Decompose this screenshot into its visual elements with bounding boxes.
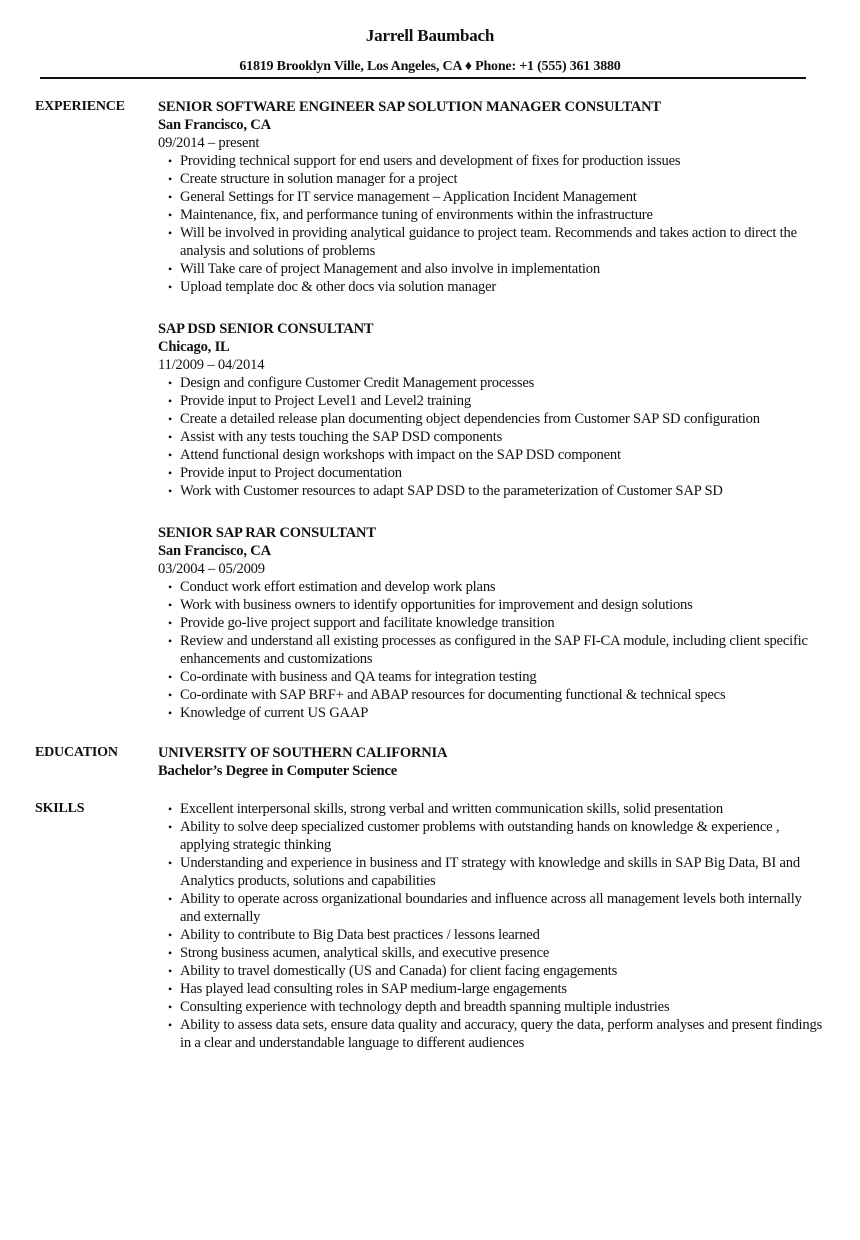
job-dates: 03/2004 – 05/2009	[158, 561, 265, 577]
contact-line: 61819 Brooklyn Ville, Los Angeles, CA ♦ Phone: +1 (555) 361 3880	[239, 59, 621, 74]
skill-item: • Has played lead consulting roles in SAP medium-large engagements	[180, 980, 825, 998]
bullet-item: • Providing technical support for end users and development of fixes for production issues	[180, 152, 825, 170]
skill-item: • Strong business acumen, analytical skills, and executive presence	[180, 944, 825, 962]
education-section	[35, 744, 825, 780]
job-bullets	[158, 152, 825, 296]
bullet-item: • Will Take care of project Management and also involve in implementation	[180, 260, 825, 278]
skill-item: • Ability to travel domestically (US and Canada) for client facing engagements	[180, 962, 825, 980]
skills-list	[158, 800, 825, 1052]
job-entry	[158, 320, 825, 500]
bullet-item: • Provide input to Project Level1 and Level2 training	[180, 392, 825, 410]
jobs-list	[158, 98, 825, 722]
job-entry	[158, 98, 825, 296]
school-name: UNIVERSITY OF SOUTHERN CALIFORNIA	[158, 745, 448, 761]
bullet-item: • Will be involved in providing analytical guidance to project team. Recommends and takes action to direct the analysis and solutions of problems	[180, 224, 825, 260]
bullet-item: • Design and configure Customer Credit Management processes	[180, 374, 825, 392]
skill-item: • Ability to solve deep specialized customer problems with outstanding hands on knowledge & experience , applying strategic thinking	[180, 818, 825, 854]
job-bullets	[158, 578, 825, 722]
bullet-item: • Maintenance, fix, and performance tuning of environments within the infrastructure	[180, 206, 825, 224]
bullet-item: • General Settings for IT service management – Application Incident Management	[180, 188, 825, 206]
skill-item: • Excellent interpersonal skills, strong verbal and written communication skills, solid presentation	[180, 800, 825, 818]
skill-item: • Ability to assess data sets, ensure data quality and accuracy, query the data, perform analyses and present findings in a clear and understandable language to different audiences	[180, 1016, 825, 1052]
section-label: SKILLS	[35, 801, 85, 816]
section-label: EXPERIENCE	[35, 99, 125, 114]
job-entry	[158, 524, 825, 722]
header-divider	[40, 77, 806, 79]
skill-item: • Consulting experience with technology depth and breadth spanning multiple industries	[180, 998, 825, 1016]
bullet-item: • Assist with any tests touching the SAP DSD components	[180, 428, 825, 446]
bullet-item: • Upload template doc & other docs via solution manager	[180, 278, 825, 296]
job-title: SENIOR SAP RAR CONSULTANT	[158, 525, 376, 541]
bullet-item: • Conduct work effort estimation and develop work plans	[180, 578, 825, 596]
bullet-item: • Work with Customer resources to adapt SAP DSD to the parameterization of Customer SAP SD	[180, 482, 825, 500]
experience-section	[35, 98, 825, 746]
job-location: Chicago, IL	[158, 339, 230, 355]
skill-item: • Ability to operate across organizational boundaries and influence across all management levels both internally and externally	[180, 890, 825, 926]
bullet-item: • Create structure in solution manager for a project	[180, 170, 825, 188]
degree: Bachelor’s Degree in Computer Science	[158, 763, 398, 779]
job-bullets	[158, 374, 825, 500]
bullet-item: • Attend functional design workshops with impact on the SAP DSD component	[180, 446, 825, 464]
bullet-item: • Co-ordinate with business and QA teams for integration testing	[180, 668, 825, 686]
bullet-item: • Provide input to Project documentation	[180, 464, 825, 482]
skills-section	[35, 800, 825, 1052]
bullet-item: • Review and understand all existing processes as configured in the SAP FI-CA module, including client specific enhancements and customizations	[180, 632, 825, 668]
bullet-item: • Create a detailed release plan documenting object dependencies from Customer SAP SD configuration	[180, 410, 825, 428]
bullet-item: • Work with business owners to identify opportunities for improvement and design solutions	[180, 596, 825, 614]
bullet-item: • Knowledge of current US GAAP	[180, 704, 825, 722]
job-location: San Francisco, CA	[158, 117, 271, 133]
job-title: SAP DSD SENIOR CONSULTANT	[158, 321, 374, 337]
bullet-item: • Provide go-live project support and facilitate knowledge transition	[180, 614, 825, 632]
job-dates: 11/2009 – 04/2014	[158, 357, 265, 373]
job-title: SENIOR SOFTWARE ENGINEER SAP SOLUTION MANAGER CONSULTANT	[158, 99, 661, 115]
job-location: San Francisco, CA	[158, 543, 271, 559]
section-label: EDUCATION	[35, 745, 118, 760]
skill-item: • Ability to contribute to Big Data best practices / lessons learned	[180, 926, 825, 944]
skill-item: • Understanding and experience in business and IT strategy with knowledge and skills in SAP Big Data, BI and Analytics products, solutions and capabilities	[180, 854, 825, 890]
candidate-name: Jarrell Baumbach	[365, 26, 495, 45]
job-dates: 09/2014 – present	[158, 135, 260, 151]
bullet-item: • Co-ordinate with SAP BRF+ and ABAP resources for documenting functional & technical specs	[180, 686, 825, 704]
